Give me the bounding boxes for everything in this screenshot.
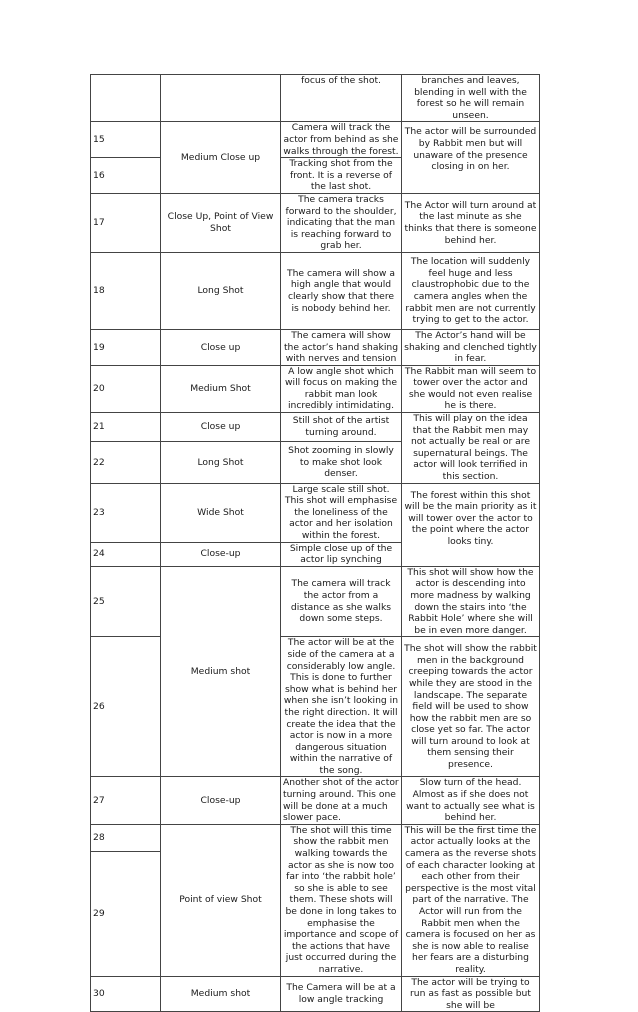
shot-type xyxy=(161,75,281,122)
shot-notes: branches and leaves, blending in well with the forest so he will remain unseen. xyxy=(402,75,540,122)
table-row xyxy=(91,365,540,412)
shot-number: 23 xyxy=(91,483,161,542)
shot-type: Wide Shot xyxy=(161,483,281,542)
shot-notes: This shot will show how the actor is descending into more madness by walking down the stairs into ‘the Rabbit Hole’ where she will be in even more danger. xyxy=(402,566,540,637)
shot-description: The shot will this time show the rabbit men walking towards the actor as she is now too far into ‘the rabbit hole’ so she is able to see them. These shots will be done in long takes to emphasise the importance and scope of the actions that have just occurred during the narrative. xyxy=(281,824,402,976)
table-row xyxy=(91,566,540,637)
shot-type: Medium shot xyxy=(161,566,281,777)
shot-number: 28 xyxy=(91,824,161,851)
shot-type: Medium Shot xyxy=(161,365,281,412)
shot-description: A low angle shot which will focus on making the rabbit man look incredibly intimidating. xyxy=(281,365,402,412)
shot-notes: This will be the first time the actor actually looks at the camera as the reverse shots of each character looking at each other from their perspective is the most vital part of the narrative. The Actor will run from the Rabbit men when the camera is focused on her as she is now able to realise her fears are a disturbing reality. xyxy=(402,824,540,976)
table-row xyxy=(91,637,540,777)
shot-description: Still shot of the artist turning around. xyxy=(281,413,402,442)
shot-description: Simple close up of the actor lip synching xyxy=(281,542,402,566)
table-row xyxy=(91,122,540,158)
shot-type: Close-up xyxy=(161,777,281,824)
shot-type: Medium Close up xyxy=(161,122,281,194)
shot-type: Close up xyxy=(161,413,281,442)
shot-notes: The actor will be surrounded by Rabbit men but will unaware of the presence closing in on her. xyxy=(402,122,540,194)
shot-description: Another shot of the actor turning around. This one will be done at a much slower pace. xyxy=(281,777,402,824)
shot-list-table xyxy=(90,74,540,1012)
shot-type: Close Up, Point of View Shot xyxy=(161,193,281,252)
shot-type: Point of view Shot xyxy=(161,824,281,976)
table-row xyxy=(91,777,540,824)
shot-notes: The Rabbit man will seem to tower over the actor and she would not even realise he is there. xyxy=(402,365,540,412)
shot-description: Camera will track the actor from behind as she walks through the forest. xyxy=(281,122,402,158)
shot-type: Close up xyxy=(161,329,281,365)
shot-notes: This will play on the idea that the Rabbit men may not actually be real or are supernatural beings. The actor will look terrified in this section. xyxy=(402,413,540,484)
shot-notes: Slow turn of the head. Almost as if she does not want to actually see what is behind her. xyxy=(402,777,540,824)
shot-notes: The location will suddenly feel huge and less claustrophobic due to the camera angles when the rabbit men are not currently trying to get to the actor. xyxy=(402,252,540,329)
shot-notes: The actor will be trying to run as fast as possible but she will be xyxy=(402,976,540,1012)
shot-notes: The forest within this shot will be the main priority as it will tower over the actor to the point where the actor looks tiny. xyxy=(402,483,540,566)
table-row xyxy=(91,824,540,851)
shot-number: 16 xyxy=(91,158,161,194)
shot-description: Shot zooming in slowly to make shot look denser. xyxy=(281,442,402,484)
shot-number: 19 xyxy=(91,329,161,365)
table-row xyxy=(91,483,540,542)
shot-number: 17 xyxy=(91,193,161,252)
shot-description: The Camera will be at a low angle tracking xyxy=(281,976,402,1012)
shot-description: Large scale still shot. This shot will emphasise the loneliness of the actor and her isolation within the forest. xyxy=(281,483,402,542)
shot-type: Medium shot xyxy=(161,976,281,1012)
shot-number: 25 xyxy=(91,566,161,637)
shot-number: 18 xyxy=(91,252,161,329)
shot-number: 27 xyxy=(91,777,161,824)
shot-number: 26 xyxy=(91,637,161,777)
shot-number: 24 xyxy=(91,542,161,566)
shot-description: The camera tracks forward to the shoulder, indicating that the man is reaching forward to grab her. xyxy=(281,193,402,252)
shot-number: 30 xyxy=(91,976,161,1012)
shot-description: The actor will be at the side of the camera at a considerably low angle. This is done to further show what is behind her when she isn’t looking in the right direction. It will create the idea that the actor is now in a more dangerous situation within the narrative of the song. xyxy=(281,637,402,777)
table-row xyxy=(91,193,540,252)
shot-description: focus of the shot. xyxy=(281,75,402,122)
table-row xyxy=(91,329,540,365)
shot-description: The camera will track the actor from a distance as she walks down some steps. xyxy=(281,566,402,637)
shot-description: Tracking shot from the front. It is a reverse of the last shot. xyxy=(281,158,402,194)
shot-type: Close-up xyxy=(161,542,281,566)
table-row xyxy=(91,413,540,442)
shot-notes: The shot will show the rabbit men in the background creeping towards the actor while they are stood in the landscape. The separate field will be used to show how the rabbit men are so close yet so far. The actor will turn around to look at them sensing their presence. xyxy=(402,637,540,777)
shot-description: The camera will show a high angle that would clearly show that there is nobody behind her. xyxy=(281,252,402,329)
shot-notes: The Actor’s hand will be shaking and clenched tightly in fear. xyxy=(402,329,540,365)
shot-type: Long Shot xyxy=(161,252,281,329)
shot-number xyxy=(91,75,161,122)
shot-number: 15 xyxy=(91,122,161,158)
table-row xyxy=(91,252,540,329)
shot-number: 20 xyxy=(91,365,161,412)
table-row xyxy=(91,976,540,1012)
shot-type: Long Shot xyxy=(161,442,281,484)
shot-number: 29 xyxy=(91,852,161,976)
shot-notes: The Actor will turn around at the last minute as she thinks that there is someone behind her. xyxy=(402,193,540,252)
shot-number: 22 xyxy=(91,442,161,484)
table-row xyxy=(91,75,540,122)
shot-number: 21 xyxy=(91,413,161,442)
shot-description: The camera will show the actor’s hand shaking with nerves and tension xyxy=(281,329,402,365)
